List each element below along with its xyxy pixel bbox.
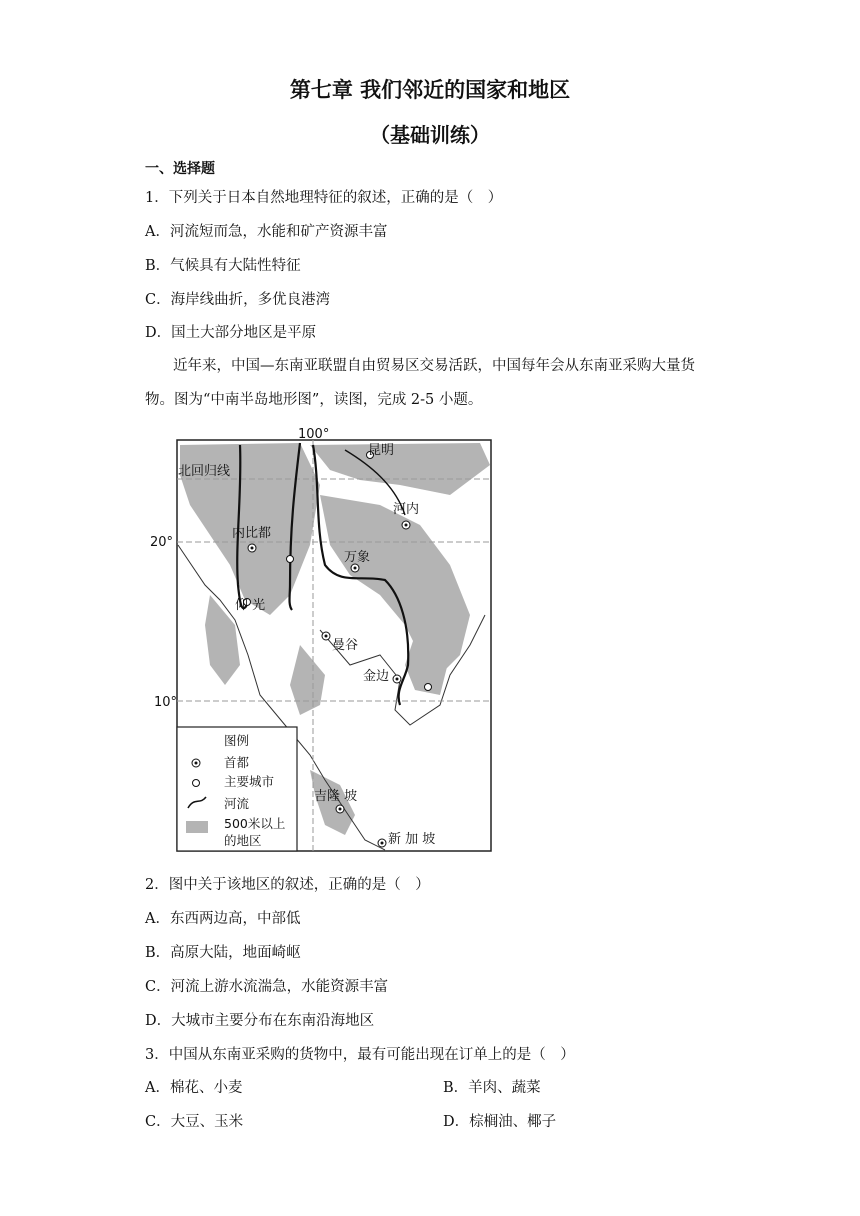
- city-label: 新 加 坡: [388, 832, 436, 847]
- question-1-option-d: D．国土大部分地区是平原: [145, 325, 317, 341]
- legend-city-symbol: [193, 780, 200, 787]
- tropic-label: 北回归线: [178, 464, 231, 479]
- city-label: 仰 光: [235, 598, 266, 613]
- question-3-option-b: B．羊肉、蔬菜: [443, 1080, 541, 1096]
- indochina-terrain-map: [150, 425, 495, 853]
- city-label: 内比都: [232, 526, 272, 541]
- city-label: 曼谷: [332, 638, 359, 653]
- question-1-option-a: A．河流短而急，水能和矿产资源丰富: [145, 224, 388, 240]
- city-label: 吉隆 坡: [314, 789, 358, 804]
- lon-label: 100°: [298, 427, 330, 442]
- question-1-stem: 1．下列关于日本自然地理特征的叙述，正确的是（ ）: [145, 190, 503, 206]
- city-marker: [287, 556, 294, 563]
- question-2-option-d: D．大城市主要分布在东南沿海地区: [145, 1013, 375, 1029]
- question-1-option-b: B．气候具有大陆性特征: [145, 258, 301, 274]
- city-label: 昆明: [368, 443, 395, 458]
- city-label: 万象: [344, 550, 371, 565]
- legend-city-label: 主要城市: [224, 774, 275, 789]
- legend-river-label: 河流: [224, 796, 250, 811]
- question-3-stem: 3．中国从东南亚采购的货物中，最有可能出现在订单上的是（ ）: [145, 1047, 575, 1063]
- legend-highland-label-2: 的地区: [224, 833, 262, 848]
- passage-line-1: 近年来，中国—东南亚联盟自由贸易区交易活跃，中国每年会从东南亚采购大量货: [173, 358, 695, 374]
- legend-highland-symbol: [186, 821, 208, 833]
- question-3-option-c: C．大豆、玉米: [145, 1114, 244, 1130]
- question-3-option-d: D．棕榈油、椰子: [443, 1114, 557, 1130]
- question-1-option-c: C．海岸线曲折，多优良港湾: [145, 292, 331, 308]
- city-label: 河内: [393, 502, 420, 517]
- section-heading: 一、选择题: [145, 161, 215, 177]
- page-subtitle: （基础训练）: [370, 123, 490, 147]
- city-marker: [425, 684, 432, 691]
- page-title: 第七章 我们邻近的国家和地区: [289, 78, 571, 102]
- legend-title: 图例: [224, 733, 250, 748]
- lat-label-20: 20°: [150, 535, 174, 550]
- passage-line-2: 物。图为“中南半岛地形图”，读图，完成 2-5 小题。: [145, 392, 483, 408]
- question-3-option-a: A．棉花、小麦: [145, 1080, 243, 1096]
- lat-label-10: 10°: [154, 695, 178, 710]
- legend-highland-label-1: 500米以上: [224, 816, 286, 831]
- question-2-stem: 2．图中关于该地区的叙述，正确的是（ ）: [145, 877, 430, 893]
- question-2-option-c: C．河流上游水流湍急，水能资源丰富: [145, 979, 389, 995]
- city-label: 金边: [363, 669, 390, 684]
- question-2-option-a: A．东西两边高，中部低: [145, 911, 301, 927]
- legend-capital-label: 首都: [224, 755, 250, 770]
- map-legend: [177, 727, 297, 851]
- question-2-option-b: B．高原大陆，地面崎岖: [145, 945, 301, 961]
